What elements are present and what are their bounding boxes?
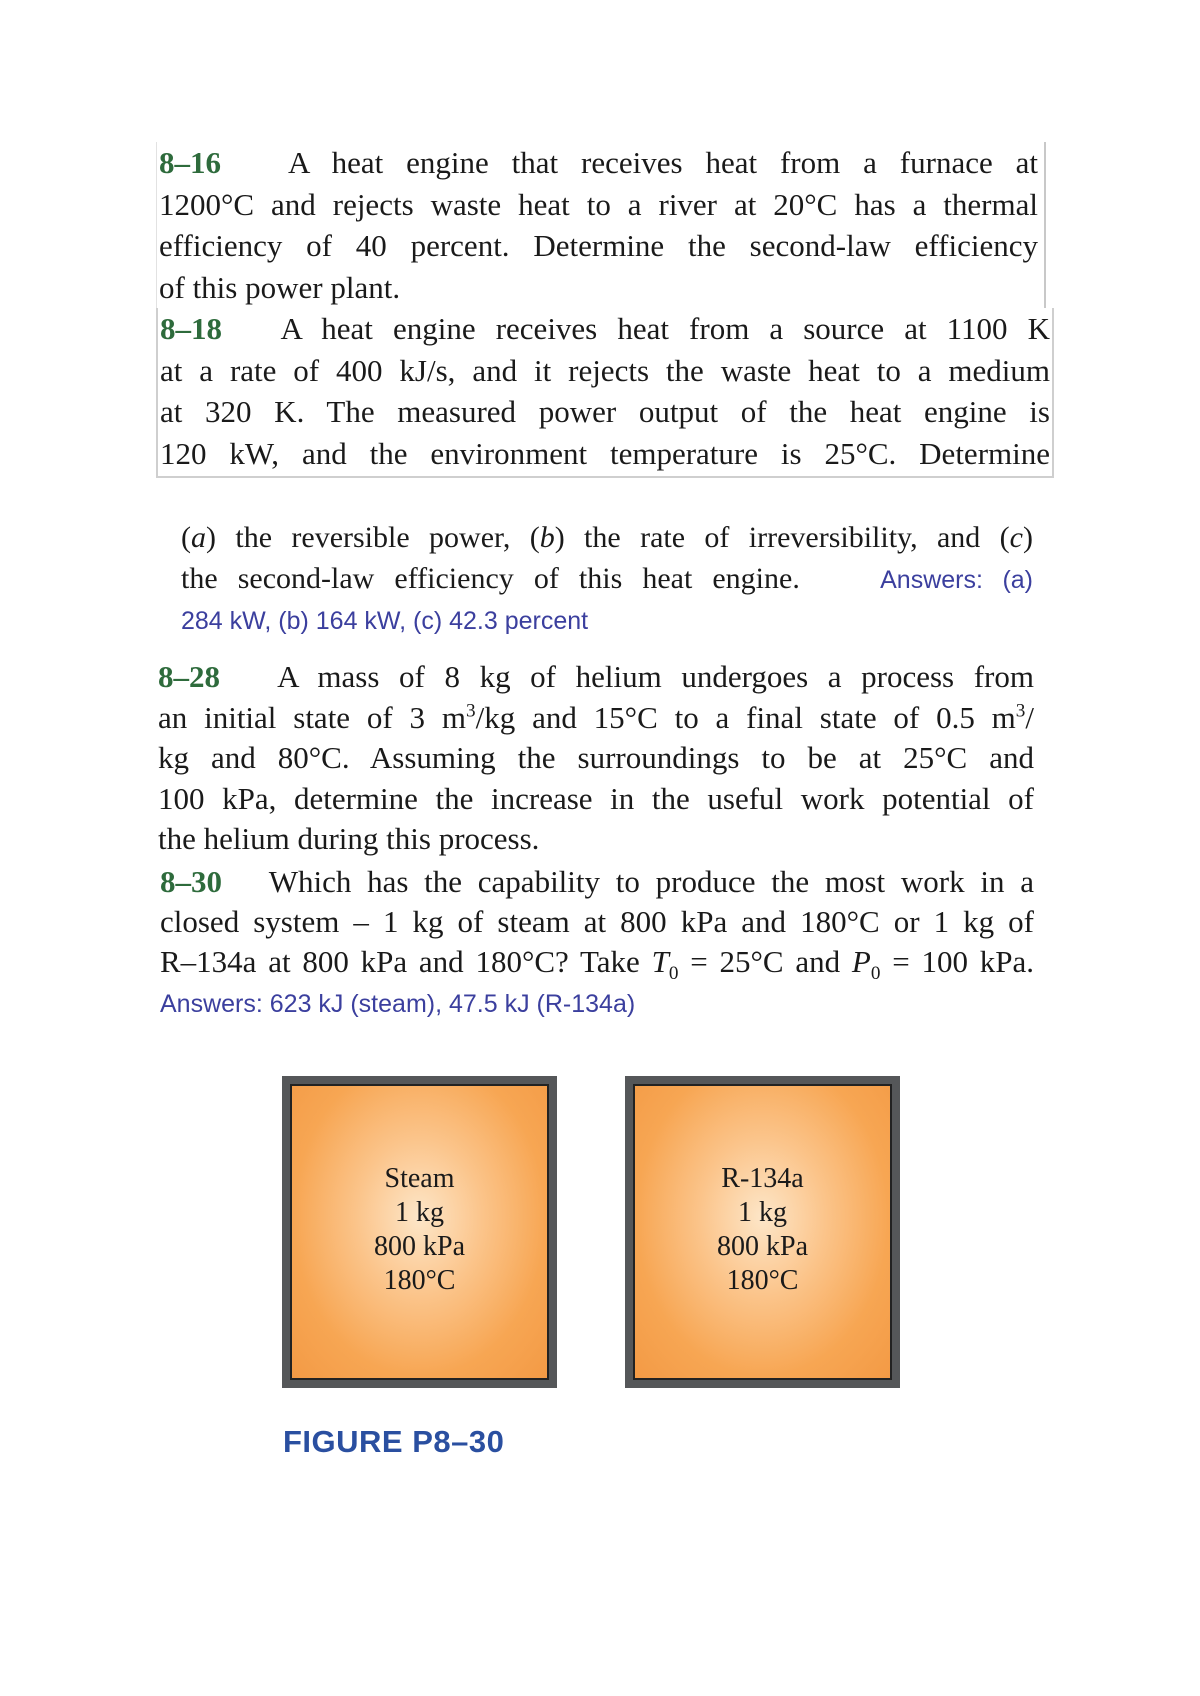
problem-text: A mass of 8 kg of helium undergoes a process from (277, 659, 1034, 694)
tank-contents (290, 1084, 549, 1380)
problem-line (160, 862, 1034, 902)
problem-text: / (1025, 699, 1035, 735)
tank-substance: R-134a (721, 1163, 804, 1194)
part-a-text: the reversible power, ( (216, 521, 540, 554)
superscript: 3 (1015, 700, 1026, 722)
answers-line (160, 982, 1034, 1024)
temperature-symbol: T (651, 944, 669, 979)
problem-line: the helium during this process. (158, 821, 540, 856)
answers-label: Answers: (160, 990, 263, 1018)
tank-pressure: 800 kPa (717, 1231, 808, 1262)
problem-8-16 (156, 142, 1046, 308)
problem-8-18 (156, 308, 1054, 478)
tank-substance: Steam (384, 1163, 455, 1194)
tank-steam (282, 1076, 557, 1388)
problem-line (160, 942, 1034, 985)
problem-text: = 100 kPa. (880, 944, 1034, 979)
problem-line: 1200°C and rejects waste heat to a river at 20°C has a thermal (159, 186, 1038, 222)
problem-line (160, 308, 1050, 350)
subscript: 0 (870, 963, 881, 985)
tank-temperature: 180°C (383, 1265, 456, 1296)
pressure-symbol: P (851, 944, 871, 979)
problem-line: kg and 80°C. Assuming the surroundings to be at 25°C and (158, 740, 1034, 775)
tank-mass: 1 kg (738, 1197, 787, 1228)
tank-contents (633, 1084, 892, 1380)
problem-text: R–134a at 800 kPa and 180°C? Take (160, 944, 652, 979)
problem-text: an initial state of 3 m (158, 699, 467, 735)
problem-number: 8–18 (160, 311, 222, 346)
problem-line: at a rate of 400 kJ/s, and it rejects the waste heat to a medium (160, 352, 1050, 388)
problem-text: A heat engine receives heat from a source at 1100 K (280, 311, 1050, 346)
problem-text: the second-law efficiency of this heat engine. (181, 562, 800, 595)
part-b-text: ) the rate of irreversibility, and ( (554, 521, 1010, 554)
problem-8-28 (158, 657, 1034, 860)
problem-line (158, 698, 1034, 739)
superscript: 3 (466, 700, 476, 722)
problem-text: /kg and 15°C to a final state of 0.5 m (475, 699, 1016, 735)
part-c-close: ) (1023, 521, 1033, 554)
problem-line (158, 657, 1034, 698)
problem-line: (a) the reversible power, (b) the rate of irreversibility, and (c) (181, 521, 1033, 554)
problem-line (181, 558, 1033, 601)
problem-8-30 (160, 862, 1034, 1024)
part-b-label: b (539, 521, 555, 554)
problem-8-18-continuation (181, 517, 1033, 642)
problem-line: of this power plant. (159, 269, 401, 305)
problem-number: 8–16 (159, 145, 221, 180)
part-a-label: a (191, 521, 206, 554)
problem-number: 8–30 (160, 864, 222, 899)
problem-line: 100 kPa, determine the increase in the useful work potential of (158, 780, 1034, 816)
problem-text: A heat engine that receives heat from a furnace at (288, 145, 1038, 180)
problem-text: = 25°C and (678, 944, 852, 979)
tank-pressure: 800 kPa (374, 1231, 465, 1262)
tank-temperature: 180°C (726, 1265, 799, 1296)
tank-mass: 1 kg (395, 1197, 444, 1228)
answers-text: 284 kW, (b) 164 kW, (c) 42.3 percent (181, 607, 589, 635)
part-c-label: c (1009, 521, 1023, 554)
subscript: 0 (668, 963, 679, 985)
tank-r134a (625, 1076, 900, 1388)
problem-number: 8–28 (158, 659, 220, 694)
answers-label: Answers: (a) (880, 566, 1034, 594)
problem-line: at 320 K. The measured power output of the heat engine is (160, 394, 1050, 429)
answers-text: 623 kJ (steam), 47.5 kJ (R-134a) (262, 990, 636, 1018)
problem-block-top (156, 142, 1054, 478)
problem-text: Which has the capability to produce the most work in a (268, 864, 1034, 899)
problem-line: 120 kW, and the environment temperature is 25°C. Determine (160, 435, 1050, 471)
problem-line (159, 142, 1038, 184)
problem-line: efficiency of 40 percent. Determine the second-law efficiency (159, 228, 1038, 263)
figure-label: FIGURE P8–30 (283, 1424, 505, 1459)
problem-line: closed system – 1 kg of steam at 800 kPa and 180°C or 1 kg of (160, 904, 1034, 939)
